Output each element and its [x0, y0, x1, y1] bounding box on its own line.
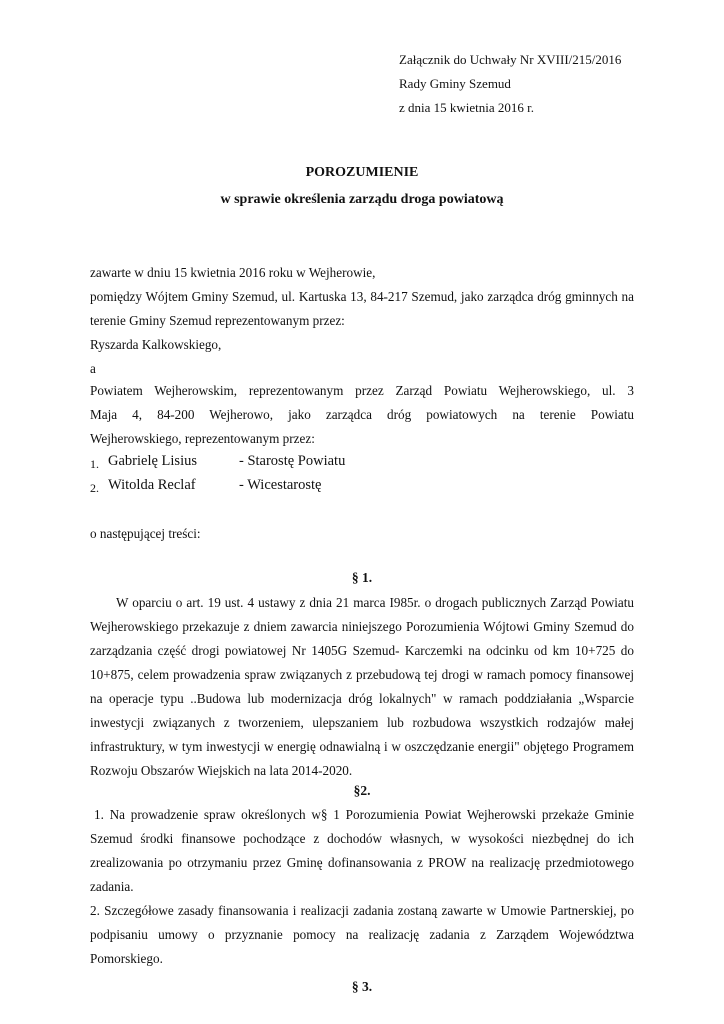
intro-line-2: pomiędzy Wójtem Gminy Szemud, ul. Kartuska 13, 84-217 Szemud, jako zarządca dróg gminnych na [90, 289, 634, 304]
section-1-line: zarządzania część drogi powiatowej Nr 1405G Szemud- Karczemki na odcinku od km 10+725 do [90, 643, 634, 658]
representative-role: - Wicestarostę [239, 477, 322, 493]
section-2-line: Pomorskiego. [90, 951, 163, 966]
document-title: POROZUMIENIE [305, 165, 419, 180]
section-1-line: W oparciu o art. 19 ust. 4 ustawy z dnia 21 marca I985r. o drogach publicznych Zarząd Powiatu [116, 595, 634, 610]
list-item-number: 1. [90, 457, 99, 471]
section-2-line: 1. Na prowadzenie spraw określonych w§ 1 Porozumienia Powiat Wejherowski przekaże Gminie [94, 807, 634, 822]
intro-line-3: terenie Gminy Szemud reprezentowanym przez: [90, 313, 345, 328]
section-1-line: infrastruktury, w tym inwestycji w energię odnawialną i w oszczędzanie energii" objętego Programem [90, 739, 634, 754]
intro-line-7: Maja 4, 84-200 Wejherowo, jako zarządca dróg powiatowych na terenie Powiatu [90, 407, 634, 422]
intro-line-5: a [90, 361, 96, 376]
section-2-heading: §2. [353, 783, 371, 798]
section-2-line: Szemud środki finansowe pochodzące z dochodów własnych, w wysokości niezbędnej do ich [90, 831, 634, 846]
section-1-line: Wejherowskiego przekazuje z dniem zawarcia niniejszego Porozumienia Wójtowi Gminy Szemud do [90, 619, 634, 634]
section-2-line: 2. Szczegółowe zasady finansowania i realizacji zadania zostaną zawarte w Umowie Partnerskiej, po [90, 903, 634, 918]
section-2-line: zrealizowania po otrzymaniu przez Gminę dofinansowania z PROW na realizację przedmiotowego [90, 855, 634, 870]
section-1-heading: § 1. [351, 570, 373, 585]
section-1-line: 10+875, celem prowadzenia spraw związanych z przebudową tej drogi w ramach pomocy finansowej [90, 667, 634, 682]
section-2-line: zadania. [90, 879, 134, 894]
representative-name: Gabrielę Lisius [108, 453, 197, 469]
attachment-line-1: Załącznik do Uchwały Nr XVIII/215/2016 [399, 52, 622, 67]
closing-line: o następującej treści: [90, 526, 201, 541]
attachment-line-2: Rady Gminy Szemud [399, 76, 511, 91]
section-1-line: Rozwoju Obszarów Wiejskich na lata 2014-2020. [90, 763, 353, 778]
intro-line-8: Wejherowskiego, reprezentowanym przez: [90, 431, 315, 446]
section-1-line: inwestycji związanych z tworzeniem, ulepszaniem lub rozbudowa wszystkich rodzajów małej [90, 715, 634, 730]
section-3-heading: § 3. [351, 979, 373, 994]
list-item-number: 2. [90, 481, 99, 495]
intro-line-1: zawarte w dniu 15 kwietnia 2016 roku w Wejherowie, [90, 265, 376, 280]
representative-name: Witolda Reclaf [108, 477, 196, 493]
document-subtitle: w sprawie określenia zarządu droga powiatową [220, 192, 504, 207]
intro-line-6: Powiatem Wejherowskim, reprezentowanym przez Zarząd Powiatu Wejherowskiego, ul. 3 [90, 383, 634, 398]
attachment-line-3: z dnia 15 kwietnia 2016 r. [399, 100, 535, 115]
representative-role: - Starostę Powiatu [239, 453, 346, 469]
section-2-line: podpisaniu umowy o przyznanie pomocy na realizację zadania z Zarządem Województwa [90, 927, 634, 942]
intro-line-4: Ryszarda Kalkowskiego, [90, 337, 222, 352]
section-1-line: na operacje typu ..Budowa lub modernizacja dróg lokalnych" w ramach poddziałania „Wsparcie [90, 691, 634, 706]
